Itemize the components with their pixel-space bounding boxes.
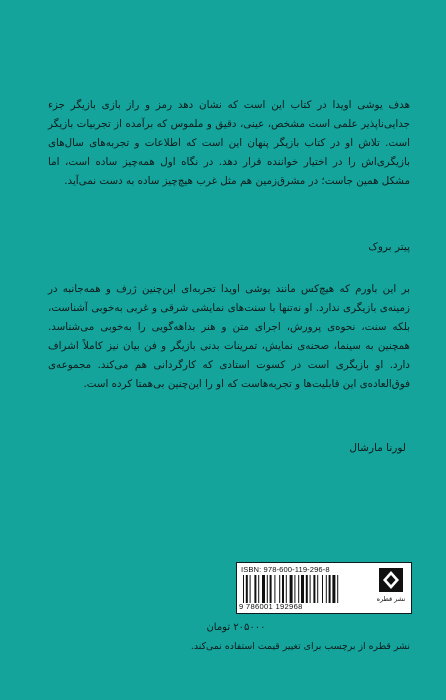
isbn-barcode-box [236,562,412,614]
quote-1 [48,96,410,191]
barcode-digits: 9 786001 192968 [239,602,303,611]
price-notice: نشر قطره از برچسب برای تغییر قیمت استفاده نمی‌کند. [190,641,410,652]
quote-2-text: بر این باورم که هیچ‌کس مانند یوشی اویدا تجربه‌ای این‌چنین ژرف و همه‌جانبه در زمینه‌ی بازیگری ندارد. او نه‌تنها با سنت‌های نمایشی شرقی و غربی به‌خوبی آشناست، بلکه سنت، نحوه‌ی پرورش، اجرای متن و هنر بداهه‌گویی را به‌خوبی می‌شناسد. همچنین به سینما، صحنه‌ی نمایش، تمرینات بدنی بازیگر و فن بیان نیز کاملاً اشراف دارد. او بازیگری است در کسوت استادی که کارگردانی هم می‌کند. مجموعه‌ی فوق‌العاده‌ی این قابلیت‌ها و تجربه‌هاست که او را این‌چنین بی‌همتا کرده است. [48,283,410,390]
quote-1-author: پیتر بروک [368,241,410,253]
price: ۲۰۵۰۰۰ تومان [206,622,266,633]
isbn-label: ISBN: 978-600-119-296-8 [241,565,330,574]
publisher-logo [374,567,408,609]
publisher-logo-icon [378,567,404,593]
quote-1-text: هدف یوشی اویدا در کتاب این است که نشان دهد رمز و راز بازی بازیگر جزء جدایی‌ناپذیر علمی است مشخص، عینی، دقیق و ملموس که برآمده از تجربیات بازیگر است. تلاش او در کتاب بازیگر پنهان این است که اطلاعات و تجربه‌های سال‌های بازیگری‌اش را در اختیار خواننده قرار دهد. در نگاه اول همه‌چیز ساده است، اما مشکل همین جاست؛ در مشرق‌زمین هم مثل غرب هیچ‌چیز ساده به دست نمی‌آید. [48,99,410,187]
quote-2 [48,280,410,394]
publisher-logo-text: نشر قطره [376,595,406,603]
barcode [243,575,367,603]
quote-2-author: لورنا مارشال [349,442,406,454]
